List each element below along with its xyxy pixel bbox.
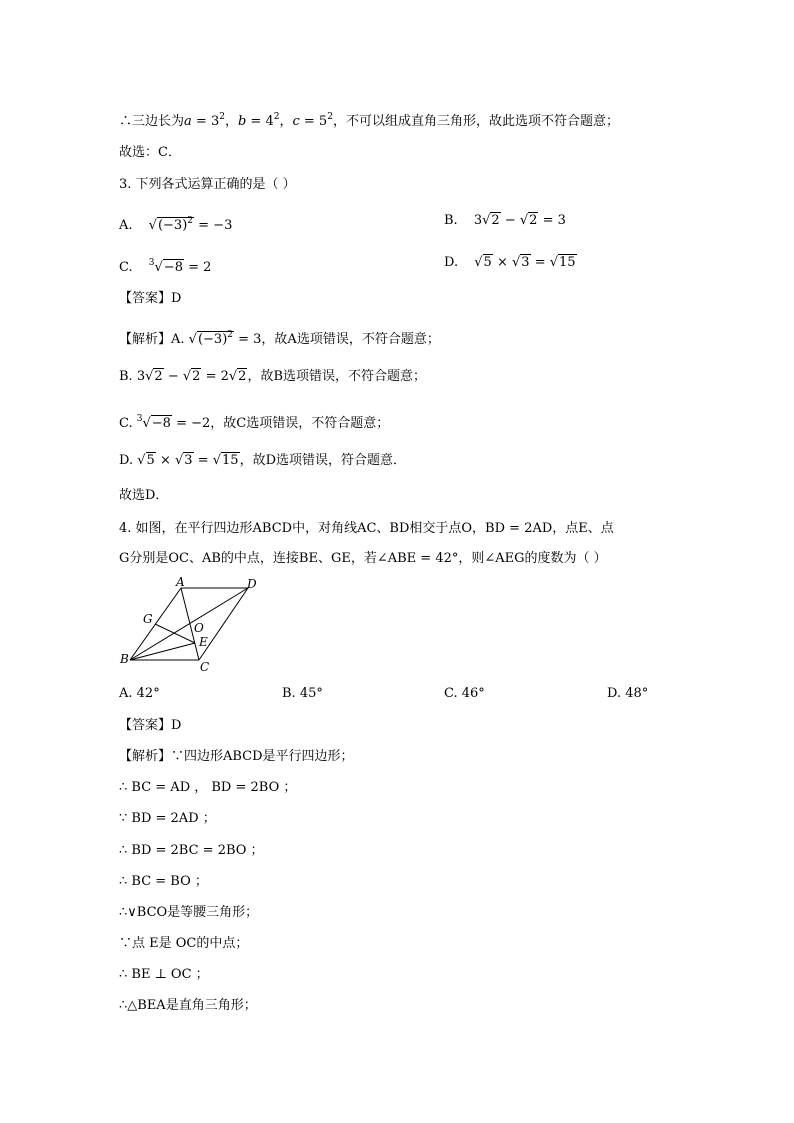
q4-option-c: C. 46° [444,686,485,701]
q3-choose: 故选D． [119,488,169,503]
sqrt-expression: √15 [212,453,239,468]
operator: = [193,453,213,468]
radicand-text: 5 [146,453,155,468]
expl-rest: ，故D选项错误，符合题意． [239,453,407,468]
sep: ， [224,114,238,129]
operator: = 2 [201,369,229,384]
option-label: B. [119,369,137,384]
sep: ， [279,114,293,129]
operator: − [163,369,183,384]
segment-ge [155,624,195,643]
expl-head: 【解析】A. [119,332,189,347]
radicand-text: 2 [491,213,500,228]
sqrt-expression: $√(-3)^2$ [188,330,233,347]
label-a: A [176,575,185,589]
eq-c: = 5 [299,114,328,129]
q3-explanation-c [119,410,389,433]
root-index: 3 [136,414,143,424]
label-d: D [247,577,257,591]
q3-explanation-b [119,368,426,386]
q4-option-a: A. 42° [119,686,160,701]
exp-a: 2 [219,112,225,122]
text-suffix: ，不可以组成直角三角形，故此选项不符合题意； [332,114,619,129]
sqrt-expression: √2 [519,213,538,228]
q4-stem-line2: G分别是OC、AB的中点，连接BE、GE，若∠ABE = 42°，则∠AEG的度数为（ ） [119,551,607,566]
operator: × [155,453,175,468]
option-label: D. [119,453,138,468]
radicand-text: 2 [192,369,201,384]
option-label: B. [444,213,458,228]
q4-step-1: 【解析】∵四边形ABCD是平行四边形； [119,749,354,764]
option-label: D. [444,255,459,270]
sqrt-expression: √15 [549,255,576,270]
q4-option-b: B. 45° [282,686,323,701]
label-o: O [194,621,204,635]
q4-step-7: ∵点 E是 OC的中点； [119,936,249,951]
cbrt-expression: √−8 [154,260,183,275]
q4-step-5: ∴ BC = BO ； [119,874,208,889]
option-label: A. [119,218,133,233]
coef: 3 [136,369,146,384]
sqrt-expression: √3 [511,255,530,270]
q3-explanation-a [119,326,440,349]
q4-step-2: ∴ BC = AD ， BD = 2BO ； [119,780,297,795]
expl-rest: = 3，故A选项错误，不符合题意； [234,332,440,347]
var-a: a [184,114,192,129]
var-c: c [292,114,300,129]
radicand-text: −8 [151,416,171,431]
sqrt-expression: √2 [482,213,500,228]
option-rest: = −3 [194,218,233,233]
label-e: E [199,635,208,649]
sqrt-expression: √5 [474,255,492,270]
radicand-text: (−3) [197,332,228,347]
cbrt-expression: √−8 [142,416,171,431]
radicand-text: 2 [529,213,538,228]
var-b: b [237,114,247,129]
label-c: C [200,660,210,674]
option-rest: = 3 [538,213,566,228]
radicand-text: 2 [238,369,247,384]
option-label: C. [119,260,133,275]
expl-rest: = −2，故C选项错误，不符合题意； [171,416,390,431]
coef: 3 [473,213,483,228]
sqrt-expression: √2 [228,369,247,384]
label-b: B [120,652,129,666]
q4-step-3: ∵ BD = 2AD ； [119,811,216,826]
parallelogram-figure [115,574,265,676]
root-index: 3 [148,258,155,268]
expl-rest: ，故B选项错误，不符合题意； [247,369,427,384]
sqrt-expression: √5 [137,453,155,468]
q3-explanation-d [119,452,406,470]
q3-option-a [119,212,232,235]
radicand-text: 5 [483,255,492,270]
sqrt-expression: √3 [174,453,193,468]
exponent: 2 [187,216,194,226]
eq-a: = 3 [191,114,220,129]
q3-option-d [444,254,577,272]
sqrt-expression: √2 [182,369,201,384]
eq-b: = 4 [246,114,274,129]
label-g: G [143,612,153,626]
radicand-text: −8 [163,260,183,275]
exp-c: 2 [327,112,333,122]
q3-stem: 3. 下列各式运算正确的是（ ） [119,177,296,192]
q4-answer: 【答案】D [119,718,182,733]
q4-option-d: D. 48° [607,686,649,701]
q3-answer: 【答案】D [119,291,182,306]
option-label: C. [119,416,137,431]
q4-step-8: ∴ BE ⊥ OC ； [119,967,209,982]
q4-step-9: ∴△BEA是直角三角形； [119,998,257,1013]
sqrt-expression: √2 [145,369,163,384]
q3-option-b [444,212,566,230]
option-rest: = 2 [183,260,212,275]
choose-c-line: 故选：C． [119,145,181,160]
radicand-text: 2 [154,369,163,384]
radicand-text: 3 [184,453,193,468]
q4-step-6: ∴∨BCO是等腰三角形； [119,905,259,920]
q3-option-c [119,254,211,277]
text-prefix: ∴三边长为 [119,114,185,129]
radicand-text: 15 [222,453,239,468]
text-line-triangle-sides [119,108,619,131]
exp-b: 2 [273,112,280,122]
edge-dc [199,588,248,660]
operator: − [500,213,520,228]
q4-stem-line1: 4. 如图，在平行四边形ABCD中，对角线AC、BD相交于点O，BD = 2AD，点E、点 [119,521,614,536]
radicand-text: 15 [559,255,576,270]
sqrt-expression: $√(-3)^2$ [148,216,194,233]
exponent: 2 [227,330,233,340]
operator: × [492,255,512,270]
operator: = [530,255,550,270]
q4-step-4: ∴ BD = 2BC = 2BO ； [119,843,264,858]
radicand-text: (−3) [157,218,188,233]
radicand-text: 3 [521,255,530,270]
